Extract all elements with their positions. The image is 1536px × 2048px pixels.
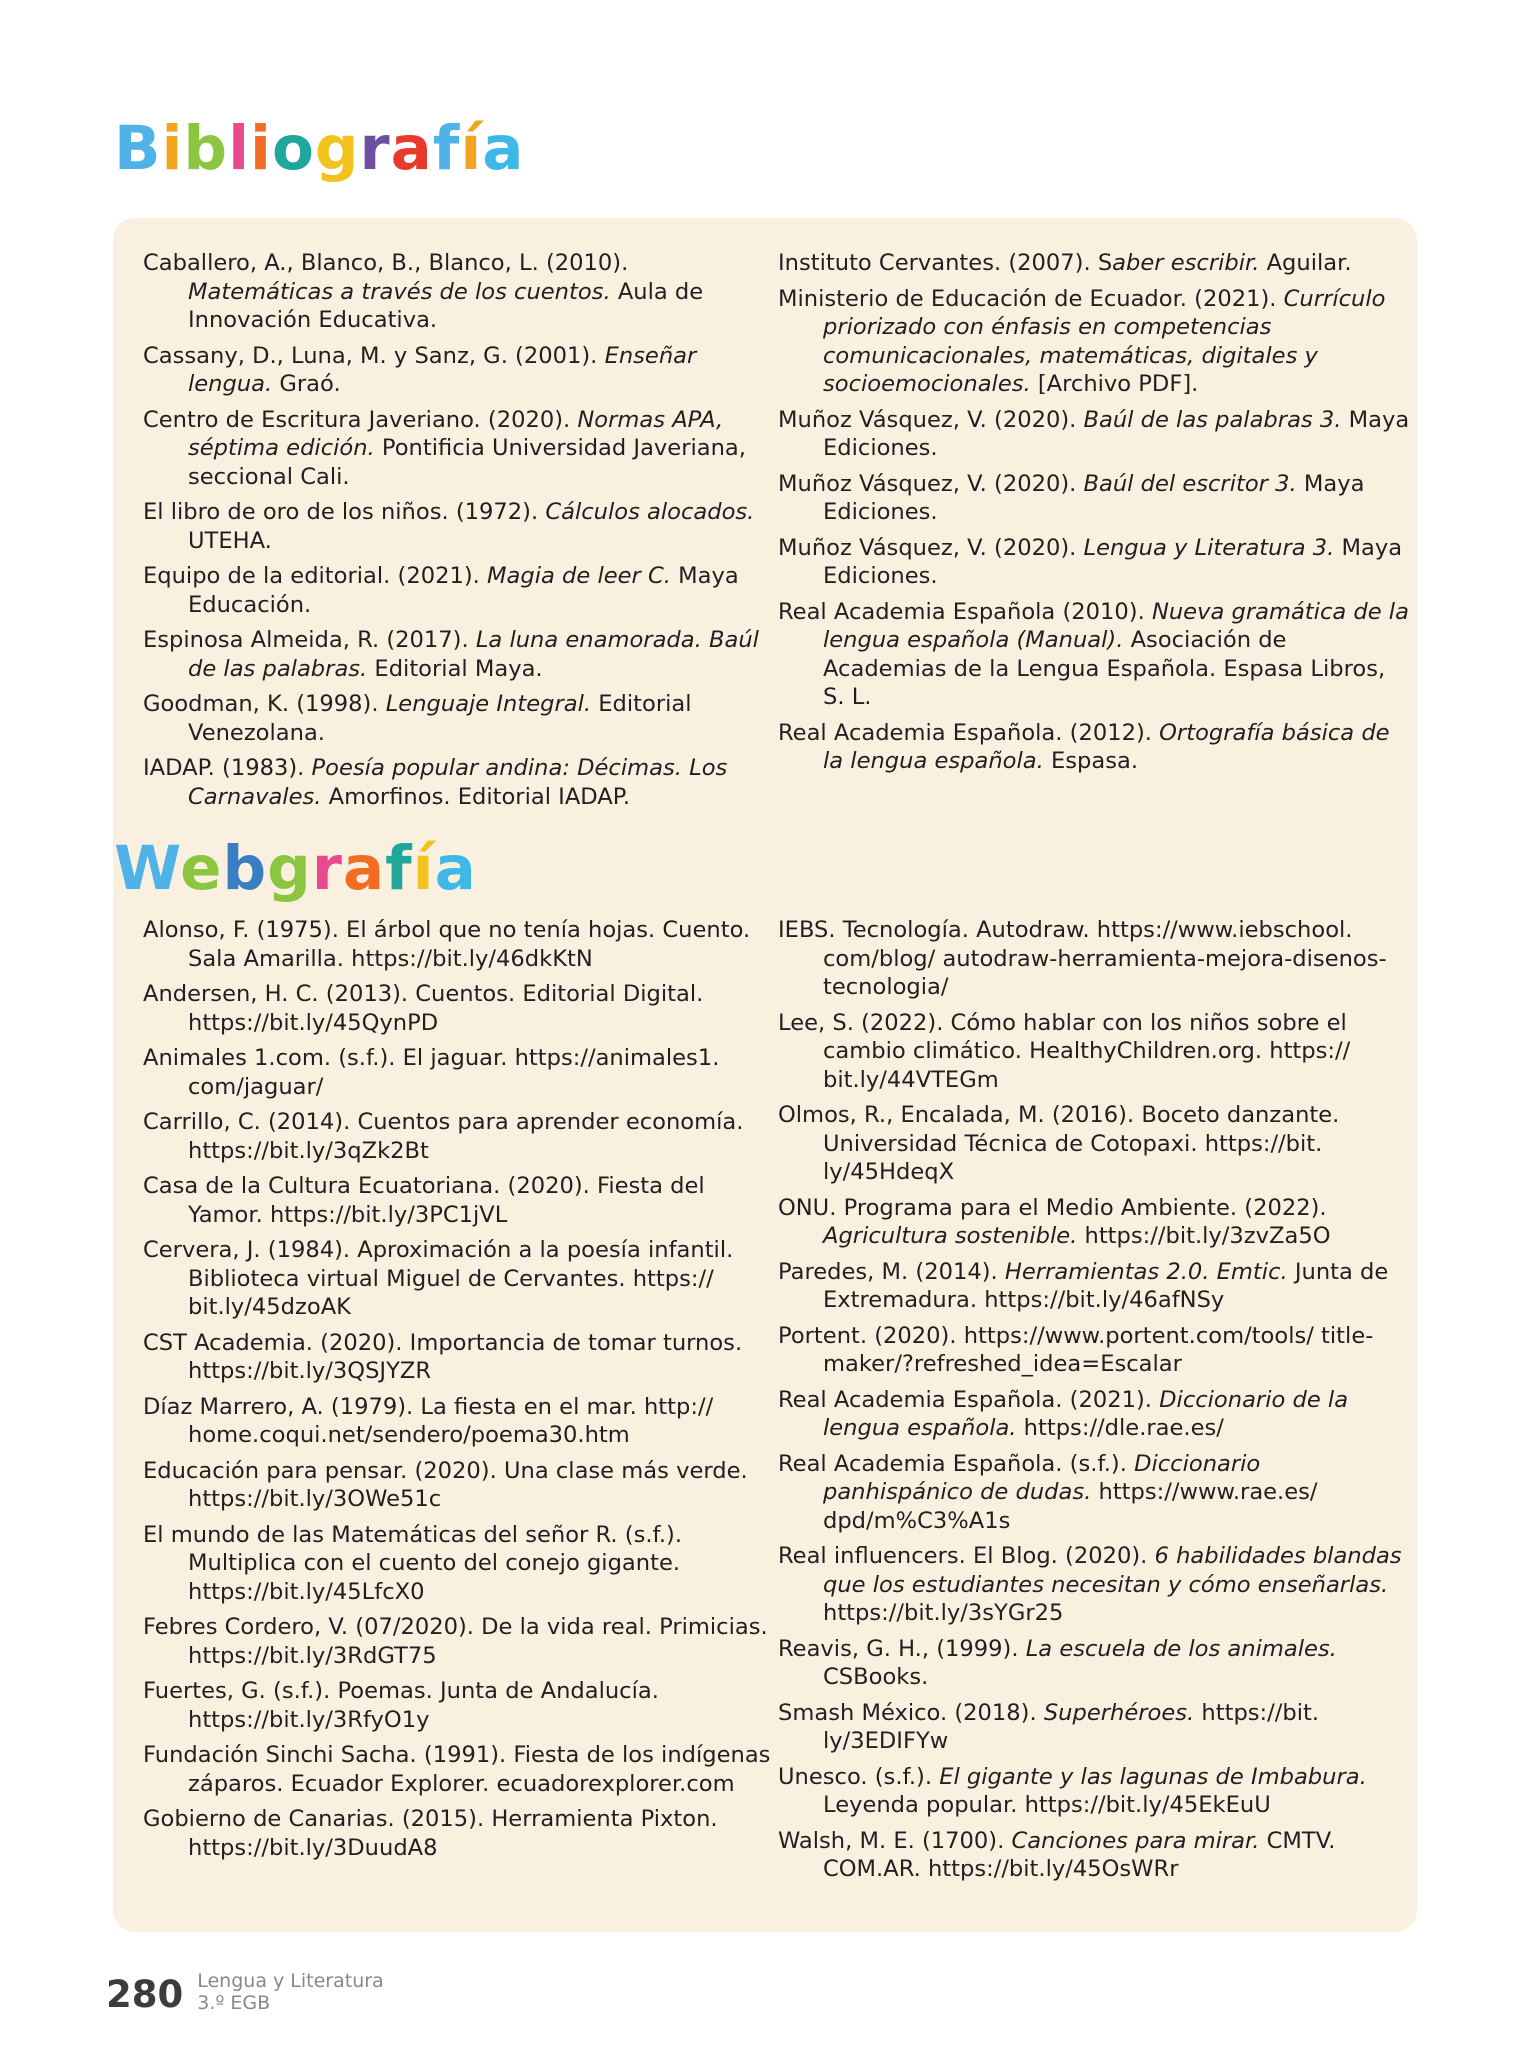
reference-title: Diccionario panhispánico de dudas. [823,1450,1261,1505]
reference-text: https://bit.ly/3zvZa5O [1077,1223,1331,1249]
reference-text: Real Academia Española. (s.f.). [778,1450,1135,1477]
reference-text: Muñoz Vásquez, V. (2020). [778,406,1084,433]
heading-letter: g [314,113,360,184]
heading-letter: a [482,113,525,184]
reference-entry [143,498,778,555]
reference-text: Real Academia Española (2010). [778,598,1152,625]
reference-text: Aguilar. [1259,250,1352,276]
reference-entry [143,1805,778,1862]
reference-entry [778,534,1413,591]
reference-entry [778,1386,1413,1443]
reference-title: Diccionario de la lengua española. [823,1386,1349,1441]
heading-letter: b [222,833,268,904]
reference-text: Real Academia Española. (2021). [778,1386,1160,1413]
reference-text: https://bit. ly/3EDIFYw [823,1699,1320,1754]
reference-text: Maya Educación. [188,563,739,618]
reference-entry [143,626,778,683]
reference-text: Junta de Extremadura. https://bit.ly/46afNSy [823,1258,1389,1313]
reference-title: Enseñar lengua. [188,342,697,397]
reference-title: Herramientas 2.0. Emtic. [1004,1258,1288,1285]
reference-entry [778,1322,1413,1379]
reference-entry [143,1108,778,1165]
reference-title: Superhéroes. [1043,1699,1195,1726]
reference-text: IEBS. Tecnología. Autodraw. https://www.iebschool. com/blog/ autodraw-herramienta-mejora-disenos- tecnologia/ [778,917,1387,1000]
reference-text: Febres Cordero, V. (07/2020). De la vida real. Primicias. https://bit.ly/3RdGT75 [143,1614,768,1669]
reference-title: Currículo priorizado con énfasis en competencias comunicacionales, matemáticas, digitales y socioemocionales. [823,285,1386,397]
reference-entry [143,1236,778,1322]
reference-entry [143,754,778,811]
reference-title: Normas APA, séptima edición. [188,406,724,461]
heading-letter: b [183,113,229,184]
reference-entry [778,1009,1413,1095]
reference-entry [143,342,778,399]
reference-text: Maya Ediciones. [823,534,1403,589]
reference-entry [143,1457,778,1514]
reference-text: Unesco. (s.f.). [778,1763,940,1790]
reference-title: aber escribir. [1112,250,1260,276]
reference-title: Cálculos alocados. [545,499,755,525]
reference-entry [778,1450,1413,1536]
reference-text: Educación para pensar. (2020). Una clase más verde. https://bit.ly/3OWe51c [143,1457,748,1512]
webgrafia-right-column [778,916,1413,1891]
reference-title: Matemáticas a través de los cuentos. [188,278,611,305]
heading-letter: r [311,833,343,904]
heading-letter: B [114,113,162,184]
reference-title: Poesía popular andina: Décimas. Los Carnavales. [188,755,728,810]
reference-text: Real Academia Española. (2012). [778,719,1160,746]
reference-text: Asociación de Academias de la Lengua Española. Espasa Libros, S. L. [823,627,1386,710]
footer-text [197,1970,383,2014]
reference-text: Aula de Innovación Educativa. [188,278,704,333]
reference-title: Baúl del escritor 3. [1083,470,1297,497]
heading-letter: a [390,113,433,184]
reference-entry [143,1677,778,1734]
reference-title: La luna enamorada. Baúl de las palabras. [188,627,759,682]
reference-title: 6 habilidades blandas que los estudiantes necesitan y cómo enseñarlas. [823,1543,1402,1598]
reference-entry [778,719,1413,776]
reference-text: Muñoz Vásquez, V. (2020). [778,534,1084,561]
reference-text: Espinosa Almeida, R. (2017). [143,627,476,653]
reference-title: Nueva gramática de la lengua española (Manual). [823,598,1409,653]
heading-letter: f [432,113,461,184]
reference-text: https://bit.ly/3sYGr25 [823,1600,1064,1626]
reference-text: Caballero, A., Blanco, B., Blanco, L. (2010). [143,250,629,276]
reference-text: Editorial Venezolana. [188,691,692,746]
reference-text: Alonso, F. (1975). El árbol que no tenía hojas. Cuento. Sala Amarilla. https://bit.ly/46dkKtN [143,917,751,972]
reference-entry [143,249,778,335]
reference-text: Muñoz Vásquez, V. (2020). [778,470,1084,497]
heading-letter: f [385,833,413,904]
reference-entry [143,1741,778,1798]
reference-text: Smash México. (2018). [778,1699,1044,1726]
reference-text: Real influencers. El Blog. (2020). [778,1543,1155,1569]
reference-text: ONU. Programa para el Medio Ambiente. (2022). [778,1194,1327,1221]
reference-entry [778,1542,1413,1628]
heading-letter: a [342,833,386,904]
reference-entry [778,285,1413,399]
page-footer [106,1970,384,2014]
reference-text: Lee, S. (2022). Cómo hablar con los niños sobre el cambio climático. HealthyChildren.org. https:// bit.ly/44VTEGm [778,1009,1351,1093]
reference-entry [778,1827,1413,1884]
reference-text: Editorial Maya. [367,655,543,682]
bibliografia-heading [114,113,525,184]
footer-subject: Lengua y Literatura [197,1970,384,1992]
heading-letter: e [180,833,223,904]
heading-letter: o [271,113,315,184]
reference-entry [778,249,1413,278]
reference-entry [778,1635,1413,1692]
reference-text: UTEHA. [188,527,272,554]
reference-text: Goodman, K. (1998). [143,691,386,717]
heading-letter: i [161,113,184,184]
reference-entry [143,1393,778,1450]
reference-text: Andersen, H. C. (2013). Cuentos. Editorial Digital. https://bit.ly/45QynPD [143,981,704,1036]
reference-entry [143,916,778,973]
reference-text: Fuertes, G. (s.f.). Poemas. Junta de Andalucía. https://bit.ly/3RfyO1y [143,1678,659,1733]
reference-entry [778,1194,1413,1251]
reference-text: Casa de la Cultura Ecuatoriana. (2020). Fiesta del Yamor. https://bit.ly/3PC1jVL [143,1173,705,1228]
reference-text: IADAP. (1983). [143,755,312,781]
reference-text: Cervera, J. (1984). Aproximación a la poesía infantil. Biblioteca virtual Miguel de Cervantes. https:// bit.ly/45dzoAK [143,1237,734,1320]
reference-text: Walsh, M. E. (1700). [778,1827,1012,1854]
bibliografia-left-column [143,249,778,818]
reference-text: Centro de Escritura Javeriano. (2020). [143,406,578,433]
reference-text: Equipo de la editorial. (2021). [143,563,488,589]
heading-letter: g [267,833,312,904]
reference-text: Carrillo, C. (2014). Cuentos para aprender economía. https://bit.ly/3qZk2Bt [143,1109,744,1164]
reference-text: [Archivo PDF]. [1030,371,1199,397]
reference-text: Olmos, R., Encalada, M. (2016). Boceto danzante. Universidad Técnica de Cotopaxi. https://bit. ly/45HdeqX [778,1102,1340,1185]
reference-text: Animales 1.com. (s.f.). El jaguar. https://animales1. com/jaguar/ [143,1045,720,1100]
reference-entry [778,470,1413,527]
reference-text: Gobierno de Canarias. (2015). Herramienta Pixton. https://bit.ly/3DuudA8 [143,1806,718,1861]
heading-letter: í [460,113,483,184]
reference-text: https://www.rae.es/ dpd/m%C3%A1s [823,1479,1318,1534]
heading-letter: a [434,833,477,904]
reference-text: Fundación Sinchi Sacha. (1991). Fiesta de los indígenas záparos. Ecuador Explorer. ecuadorexplorer.com [143,1742,771,1797]
reference-text: El mundo de las Matemáticas del señor R. (s.f.). Multiplica con el cuento del conejo gigante. https://bit.ly/45LfcX0 [143,1521,683,1605]
reference-text: Maya Ediciones. [823,470,1365,525]
reference-text: https://dle.rae.es/ [1016,1415,1224,1441]
reference-title: El gigante y las lagunas de Imbabura. [939,1763,1367,1790]
reference-entry [778,406,1413,463]
reference-text: Leyenda popular. https://bit.ly/45EkEuU [823,1792,1271,1818]
reference-text: Maya Ediciones. [823,406,1410,461]
reference-text: Instituto Cervantes. (2007). S [778,250,1113,276]
reference-title: Lengua y Literatura 3. [1083,534,1335,561]
reference-entry [778,916,1413,1002]
reference-entry [778,1699,1413,1756]
reference-text: Cassany, D., Luna, M. y Sanz, G. (2001). [143,342,605,369]
reference-text: CMTV. COM.AR. https://bit.ly/45OsWRr [823,1827,1336,1882]
reference-entry [143,690,778,747]
reference-title: Agricultura sostenible. [823,1223,1078,1249]
webgrafia-heading [114,833,477,904]
bibliografia-right-column [778,249,1413,783]
reference-title: Ortografía básica de la lengua española. [823,719,1390,774]
reference-entry [778,1763,1413,1820]
reference-text: Portent. (2020). https://www.portent.com/tools/ title-maker/?refreshed_idea=Escalar [778,1322,1374,1377]
reference-entry [778,1258,1413,1315]
reference-title: Baúl de las palabras 3. [1083,406,1342,433]
reference-entry [143,1521,778,1607]
reference-entry [778,598,1413,712]
reference-text: Espasa. [1043,748,1139,774]
reference-text: Amorfinos. Editorial IADAP. [321,783,631,810]
reference-text: CST Academia. (2020). Importancia de tomar turnos. https://bit.ly/3QSJYZR [143,1329,743,1384]
reference-title: Canciones para mirar. [1011,1827,1260,1854]
reference-entry [143,562,778,619]
reference-title: Lenguaje Integral. [385,691,592,717]
reference-entry [778,1101,1413,1187]
reference-text: Paredes, M. (2014). [778,1258,1005,1285]
reference-title: La escuela de los animales. [1025,1635,1337,1662]
heading-letter: W [114,833,181,904]
reference-text: Graó. [272,371,341,397]
reference-entry [143,1329,778,1386]
reference-entry [143,1613,778,1670]
reference-text: CSBooks. [823,1664,929,1690]
reference-entry [143,980,778,1037]
heading-letter: i [250,113,272,184]
heading-letter: í [412,833,435,904]
reference-entry [143,1044,778,1101]
heading-letter: r [359,113,391,184]
reference-text: Pontificia Universidad Javeriana, seccional Cali. [188,435,746,490]
page-number: 280 [106,1973,184,2016]
reference-title: Magia de leer C. [487,563,671,589]
reference-entry [143,1172,778,1229]
heading-letter: l [228,113,251,184]
footer-grade: 3.º EGB [197,1992,271,2014]
reference-text: Díaz Marrero, A. (1979). La fiesta en el mar. http:// home.coqui.net/sendero/poema30.htm [143,1393,714,1448]
reference-entry [143,406,778,492]
reference-text: Reavis, G. H., (1999). [778,1635,1026,1662]
webgrafia-left-column [143,916,778,1869]
reference-text: Ministerio de Educación de Ecuador. (2021). [778,285,1284,312]
reference-text: El libro de oro de los niños. (1972). [143,499,546,525]
